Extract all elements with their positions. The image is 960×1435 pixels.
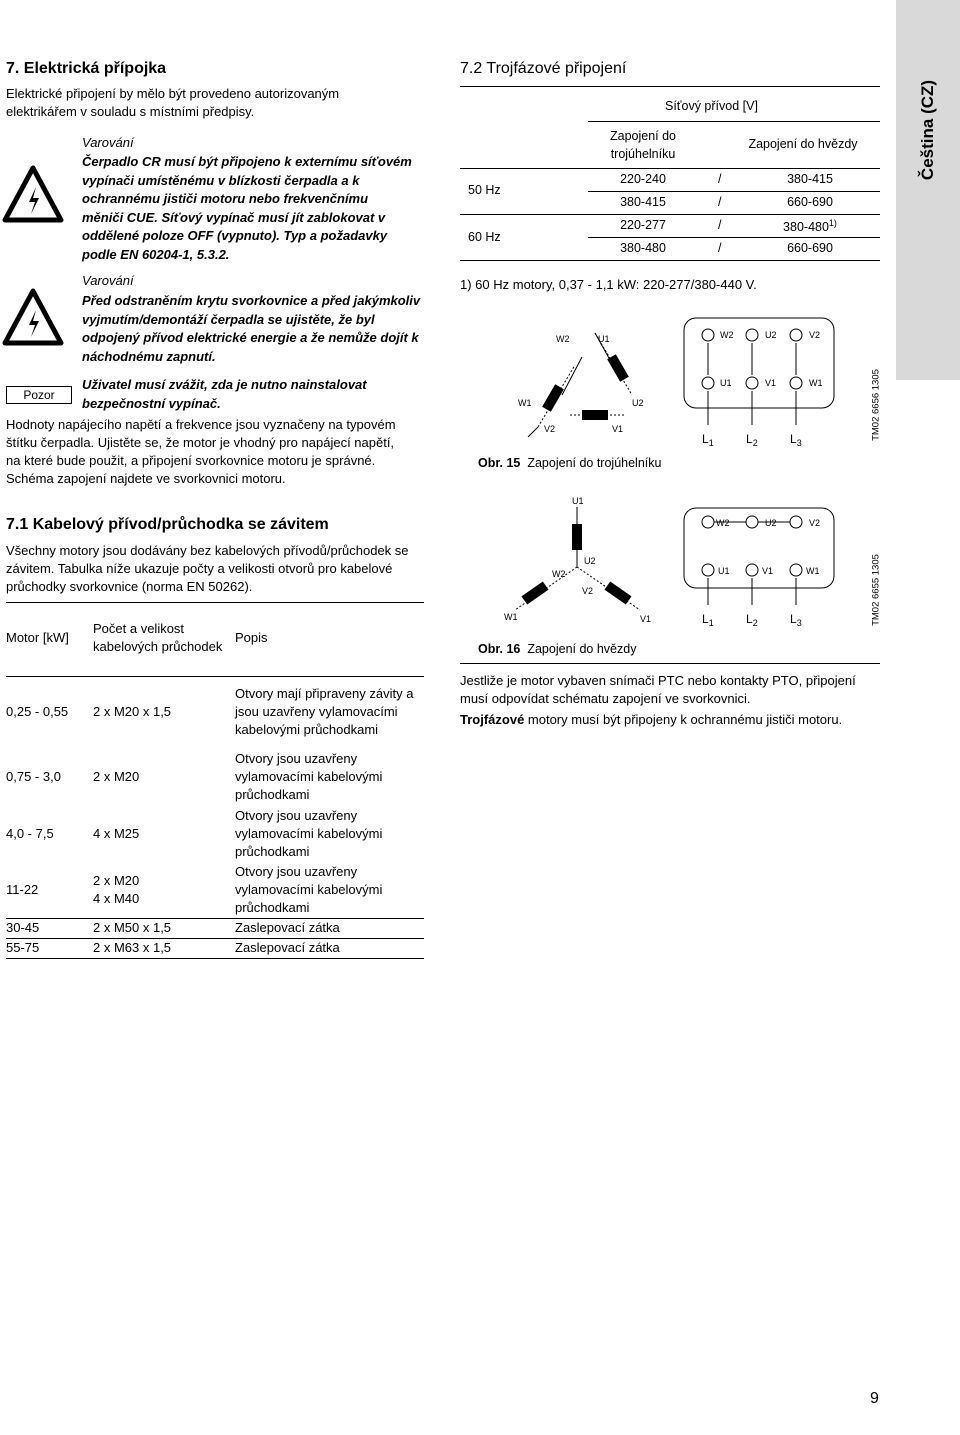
term-v1: V1 (762, 566, 774, 576)
line-number: 1 (708, 438, 714, 448)
caution-label: Pozor (6, 386, 72, 404)
cell-motor: 30-45 (6, 920, 40, 935)
line-l2 (746, 432, 758, 448)
cell-count: 2 x M50 x 1,5 (93, 920, 172, 935)
table-top-rule (6, 602, 424, 603)
fig-16-caption (478, 642, 636, 656)
cell-desc: Zaslepovací zátka (235, 940, 340, 955)
rule (588, 121, 880, 122)
fig-15-code: TM02 6656 1305 (870, 369, 882, 441)
term-w2: W2 (720, 330, 734, 340)
cell-desc: Otvory jsou uzavřeny vylamovacími kabelovými průchodkami (235, 863, 383, 915)
star-terminal-box (680, 505, 840, 635)
table-row (6, 806, 424, 862)
voltage-paragraph: Hodnoty napájecího napětí a frekvence jsou vyznačeny na typovém štítku čerpadla. Ujistěte se, že motor je vhodný pro napájecí napětí, na které bude použit, a připojení svorkovnice motoru je správné. Schéma zapojení najdete ve svorkovnici motoru. (6, 417, 396, 486)
cell-count: 4 x M25 (93, 826, 140, 841)
ptc-text: motory musí být připojeny k ochrannému jističi motoru. (524, 712, 843, 727)
term-u2: U2 (584, 556, 596, 566)
term-u2: U2 (765, 518, 777, 528)
line-number: 2 (752, 618, 758, 628)
fig-16-label: Obr. 16 (478, 642, 521, 656)
star-value: 660-690 (787, 195, 833, 209)
cell-motor: 4,0 - 7,5 (6, 826, 54, 841)
cable-entry-table (6, 610, 424, 959)
term-v2: V2 (582, 586, 594, 596)
line-l3 (790, 432, 802, 448)
section-7-title: 7. Elektrická přípojka (6, 60, 167, 77)
header-desc: Popis (235, 630, 268, 645)
cell-motor: 11-22 (6, 881, 39, 897)
line-number: 2 (752, 438, 758, 448)
star-value: 380-415 (787, 172, 833, 186)
rule (460, 663, 880, 664)
term-v2: V2 (809, 330, 821, 340)
cell-count: 2 x M20 (93, 769, 140, 784)
term-v2: V2 (809, 518, 821, 528)
line-l1 (702, 432, 714, 448)
term-w2: W2 (556, 334, 570, 344)
line-number: 3 (796, 618, 802, 628)
term-u1: U1 (598, 334, 610, 344)
rule (588, 191, 880, 192)
section-7-2-title: 7.2 Trojfázové připojení (460, 60, 627, 77)
supply-header: Síťový přívod [V] (665, 99, 758, 113)
fig-16-code: TM02 6655 1305 (870, 554, 882, 626)
star-value-text: 380-480 (783, 220, 829, 235)
page-number: 9 (870, 1390, 879, 1407)
line-l2 (746, 612, 758, 628)
separator: / (718, 195, 722, 209)
delta-value: 380-480 (620, 241, 666, 255)
ptc-paragraph-2 (460, 711, 860, 729)
star-value (750, 218, 870, 234)
rule (588, 237, 880, 238)
line-number: 1 (708, 618, 714, 628)
cell-motor: 0,25 - 0,55 (6, 704, 69, 720)
cell-count: 2 x M20 4 x M40 (93, 872, 140, 906)
rule (460, 86, 880, 87)
fig-15-caption (478, 456, 661, 470)
term-v1: V1 (765, 378, 777, 388)
line-letter: L (790, 432, 797, 446)
table-row (6, 862, 424, 918)
line-letter: L (702, 432, 709, 446)
separator: / (718, 172, 722, 186)
term-w1: W1 (809, 378, 823, 388)
warning-2-title: Varování (82, 273, 134, 288)
line-letter: L (746, 612, 753, 626)
table-row (6, 938, 424, 958)
delta-value: 380-415 (620, 195, 666, 209)
star-connection-diagram (500, 492, 680, 632)
hz-50: 50 Hz (468, 183, 501, 197)
hz-60: 60 Hz (468, 230, 501, 244)
warning-1-title: Varování (82, 135, 134, 150)
term-w1: W1 (518, 398, 532, 408)
term-w2: W2 (552, 569, 566, 579)
term-u2: U2 (765, 330, 777, 340)
cell-count: 2 x M63 x 1,5 (93, 940, 172, 955)
cell-desc: Zaslepovací zátka (235, 920, 340, 935)
line-number: 3 (796, 438, 802, 448)
rule (460, 168, 880, 169)
cell-desc: Otvory jsou uzavřeny vylamovacími kabelovými průchodkami (235, 751, 383, 802)
caution-text: Uživatel musí zvážit, zda je nutno nainstalovat bezpečnostní vypínač. (82, 377, 367, 411)
separator: / (718, 218, 722, 232)
header-count: Počet a velikost kabelových průchodek (93, 621, 223, 654)
ptc-paragraph: Jestliže je motor vybaven snímači PTC nebo kontakty PTO, připojení musí odpovídat schématu zapojení ve svorkovnici. (460, 673, 856, 706)
section-7-1-title: 7.1 Kabelový přívod/průchodka se závitem (6, 516, 329, 533)
table-header-row (6, 610, 424, 666)
section-7-1-text: Všechny motory jsou dodávány bez kabelových přívodů/průchodek se závitem. Tabulka níže ukazuje počty a velikosti otvorů pro kabelové průchodky svorkovnice (norma EN 50262). (6, 543, 409, 594)
delta-terminal-box (680, 315, 840, 455)
delta-value: 220-240 (620, 172, 666, 186)
electrical-hazard-icon (2, 165, 64, 223)
line-letter: L (746, 432, 753, 446)
rule (460, 214, 880, 215)
language-tab (896, 0, 960, 380)
fig-15-label: Obr. 15 (478, 456, 521, 470)
line-l3 (790, 612, 802, 628)
ptc-bold: Trojfázové (460, 712, 525, 727)
footnote: 1) 60 Hz motory, 0,37 - 1,1 kW: 220-277/380-440 V. (460, 277, 757, 292)
term-u1: U1 (572, 496, 584, 506)
star-header: Zapojení do hvězdy (748, 137, 858, 151)
term-v2: V2 (544, 424, 556, 434)
warning-2-text: Před odstraněním krytu svorkovnice a před jakýmkoliv vyjmutím/demontáží čerpadla se ujistěte, že byl odpojený přívod elektrické energie a že nemůže dojít k náchodnému zapnutí. (82, 293, 421, 364)
line-letter: L (790, 612, 797, 626)
cell-motor: 55-75 (6, 940, 40, 955)
fig-15-text: Zapojení do trojúhelníku (527, 456, 662, 470)
cell-motor: 0,75 - 3,0 (6, 769, 61, 784)
language-tab-label: Čeština (CZ) (918, 79, 937, 181)
section-7-intro: Elektrické připojení by mělo být provedeno autorizovaným elektrikářem v souladu s místními předpisy. (6, 86, 340, 119)
term-v1: V1 (640, 614, 652, 624)
warning-1-text: Čerpadlo CR musí být připojeno k externímu síťovém vypínači umístěnému v blízkosti čerpadla a k ochrannému jističi motoru nebo frekvenčnímu měniči CUE. Síťový vypínač musí jít zablokovat v oddělené poloze OFF (vypnuto). Typ a požadavky podle EN 60204-1, 5.3.2. (82, 154, 412, 262)
term-v1: V1 (612, 424, 624, 434)
term-u1: U1 (720, 378, 732, 388)
delta-connection-diagram (500, 315, 680, 440)
table-row (6, 748, 424, 806)
term-w2: W2 (716, 518, 730, 528)
table-row (6, 918, 424, 938)
cell-count: 2 x M20 x 1,5 (93, 704, 172, 720)
header-motor: Motor [kW] (6, 630, 69, 645)
star-value: 660-690 (787, 241, 833, 255)
table-row (6, 676, 424, 748)
rule (460, 260, 880, 261)
cell-desc: Otvory mají připraveny závity a jsou uzavřeny vylamovacími kabelovými průchodkami (235, 686, 414, 738)
footnote-mark: 1) (828, 218, 837, 228)
fig-16-text: Zapojení do hvězdy (527, 642, 637, 656)
electrical-hazard-icon (2, 288, 64, 346)
term-w1: W1 (504, 612, 518, 622)
cell-desc: Otvory jsou uzavřeny vylamovacími kabelovými průchodkami (235, 808, 383, 859)
term-w1: W1 (806, 566, 820, 576)
delta-value: 220-277 (620, 218, 666, 232)
line-l1 (702, 612, 714, 628)
term-u2: U2 (632, 398, 644, 408)
line-letter: L (702, 612, 709, 626)
separator: / (718, 241, 722, 255)
term-u1: U1 (718, 566, 730, 576)
delta-header: Zapojení do trojúhelníku (609, 129, 677, 161)
